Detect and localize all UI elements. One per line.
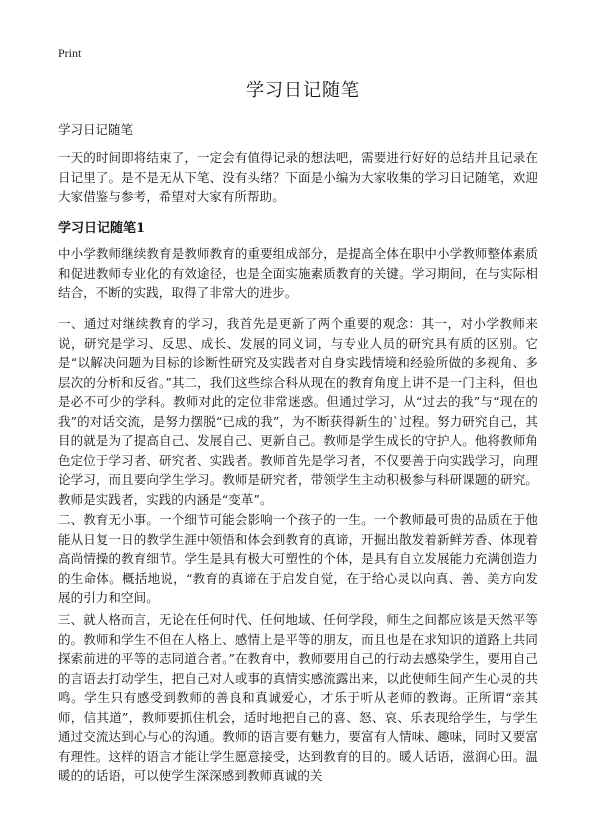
paragraph-block-1 [58,244,538,303]
paragraph-block-3 [58,510,538,608]
intro-paragraph: 一天的时间即将结束了，一定会有值得记录的想法吧，需要进行好好的总结并且记录在日记里了。是不是无从下笔、没有头绪？下面是小编为大家收集的学习日记随笔，欢迎大家借鉴与参考，希望对大家有所帮助。 [58,150,538,204]
document-subtitle: 学习日记随笔 [58,122,134,137]
body-paragraph: 三、就人格而言，无论在任何时代、任何地域、任何学段，师生之间都应该是天然平等的。教师和学生不但在人格上、感情上是平等的朋友，而且也是在求知识的道路上共同探索前进的平等的志同道合者。”在教育中，教师要用自己的行动去感染学生，要用自己的言语去打动学生，把自己对人或事的真情实感流露出来，以此使师生间产生心灵的共鸣。学生只有感受到教师的善良和真诚爱心，才乐于听从老师的教诲。正所谓“亲其师，信其道”，教师要抓住机会，适时地把自己的喜、怒、哀、乐表现给学生，与学生通过交流达到心与心的沟通。教师的语言要有魅力，要富有人情味、趣味，同时又要富有理性。这样的语言才能让学生愿意接受，达到教育的目的。暖人话语，滋润心田。温暖的的话语，可以使学生深深感到教师真诚的关 [58,612,538,783]
body-paragraph: 一、通过对继续教育的学习，我首先是更新了两个重要的观念：其一，对小学教师来说，研究是学习、反思、成长、发展的同义词，与专业人员的研究具有质的区别。它是“以解决问题为目标的诊断性研究及实践者对自身实践情境和经验所做的多视角、多层次的分析和反省。”其二，我们这些综合科从现在的教育角度上讲不是一门主科，但也是必不可少的学科。教师对此的定位非常迷惑。但通过学习，从“过去的我”与“现在的我”的对话交流，是努力摆脱“已成的我”，为不断获得新生的`过程。努力研究自己，其目的就是为了提高自己、发展自己、更新自己。教师是学生成长的守护人。他将教师角色定位于学习者、研究者、实践者。教师首先是学习者，不仅要善于向实践学习，向理论学习，而且要向学生学习。教师是研究者，带领学生主动积极参与科研课题的研究。教师是实践者，实践的内涵是“变革”。 [58,316,538,507]
print-link[interactable]: Print [58,46,82,60]
paragraph-block-4 [58,610,538,786]
paragraph-block-2 [58,314,538,509]
body-paragraph: 中小学教师继续教育是教师教育的重要组成部分，是提高全体在职中小学教师整体素质和促进教师专业化的有效途径，也是全面实施素质教育的关键。学习期间，在与实际相结合，不断的实践，取得了非常大的进步。 [58,246,538,300]
document-title: 学习日记随笔 [246,80,360,101]
body-paragraph: 二、教育无小事。一个细节可能会影响一个孩子的一生。一个教师最可贵的品质在于他能从日复一日的教学生涯中领悟和体会到教育的真谛，开掘出散发着新鲜芳香、体现着高尚情操的教育细节。学生是具有极大可塑性的个体，是具有自立发展能力充满创造力的生命体。概括地说，“教育的真谛在于启发自觉，在于给心灵以向真、善、美方向发展的引力和空间。 [58,512,538,605]
intro-block [58,148,538,207]
section-heading: 学习日记随笔1 [58,221,146,236]
